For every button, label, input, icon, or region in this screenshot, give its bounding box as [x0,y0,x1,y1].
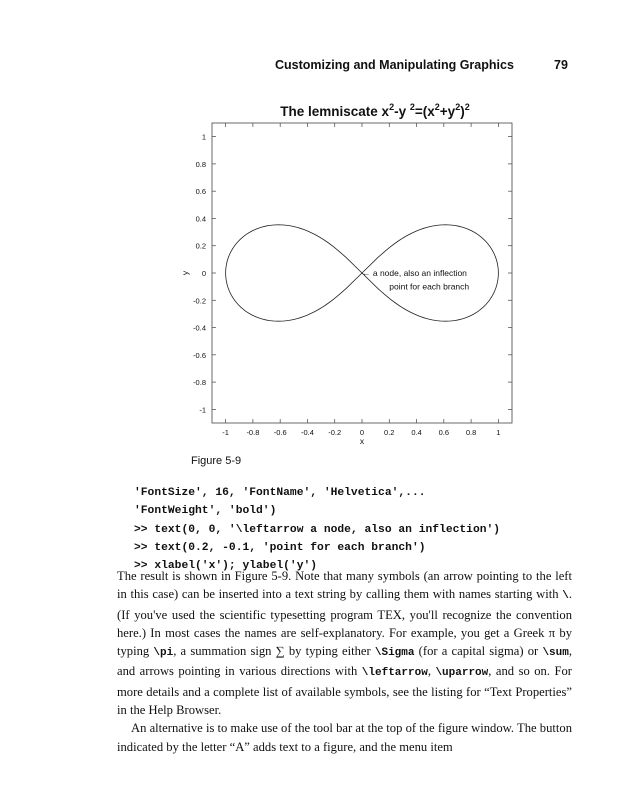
x-tick-label: -0.8 [246,428,260,437]
inline-code: \leftarrow [361,667,428,680]
y-tick-label: -0.4 [193,323,206,333]
chart-title [280,102,469,119]
x-tick-label: 0 [359,428,365,437]
title-part: ) [460,104,465,119]
code-block [134,484,500,575]
title-sup: 2 [434,102,440,112]
code-line: 'FontWeight', 'bold') [134,505,277,518]
code-line: >> xlabel('x'); ylabel('y') [134,560,318,573]
inline-code: \pi [153,647,174,660]
figure-caption: Figure 5-9 [191,455,242,467]
x-tick-label: -0.2 [328,428,342,437]
text-run: , a summation sign ∑ by typing either [173,644,375,659]
inline-code: \uparrow [435,667,489,680]
axis-ticks [193,123,512,437]
code-line: >> text(0.2, -0.1, 'point for each branch') [134,541,426,554]
y-tick-label: -0.2 [193,296,206,306]
y-tick-label: 0.2 [195,241,206,251]
x-tick-label: -0.6 [273,428,287,437]
text-run: , you'll recognize the convention here.) In most cases the names are self-explanatory. For example, you get a Greek π by typing [117,607,572,659]
inline-code: \Sigma [374,647,415,660]
code-line: >> text(0, 0, '\leftarrow a node, also an inflection') [134,523,501,536]
y-tick-label: 0 [201,269,206,278]
text-run: The result is shown in Figure 5-9. Note that many symbols (an arrow pointing to the left in this case) can be inserted into a text string by calling them with names starting with [117,569,572,602]
text-run: , and arrows pointing in various directions with [117,644,572,679]
y-tick-label: 0.4 [195,214,206,224]
title-sup: 2 [389,102,395,112]
x-tick-label: 1 [496,428,501,437]
page-number: 79 [554,58,568,72]
text-run: , and so on. For more details and a complete list of available symbols, see the listing for “Text Properties” in the Help Browser. [117,664,572,718]
tex-logo: TEX [377,607,402,622]
x-tick-label: 0.8 [465,428,477,437]
title-sup: 2 [464,102,470,112]
header-title: Customizing and Manipulating Graphics [275,58,514,72]
title-sup: 2 [455,102,461,112]
y-tick-label: 0.8 [195,159,206,169]
inline-code: \sum [542,647,569,660]
x-tick-label: -0.4 [300,428,314,437]
annotation-branch: point for each branch [389,281,470,292]
x-axis-label: x [359,436,365,446]
paragraph: An alternative is to make use of the tool bar at the top of the figure window. The button indicated by the letter “A” adds text to a figure, and the menu item [117,721,572,754]
x-tick-label: 0.6 [438,428,450,437]
title-part: +y [439,104,456,119]
inline-code: \ [562,590,569,603]
y-axis-label: y [180,270,190,276]
y-tick-label: 0.6 [195,187,206,197]
y-tick-label: -1 [199,405,206,415]
x-tick-label: 0.2 [384,428,395,437]
text-run: . (If you've used the scientific typesetting program [117,587,572,622]
y-tick-label: -0.6 [193,350,206,360]
code-line: 'FontSize', 16, 'FontName', 'Helvetica',... [134,487,426,499]
title-part: =(x [414,104,435,119]
annotation-node: ← a node, also an inflection [362,268,467,278]
text-run: , [427,664,436,679]
y-tick-label: 1 [201,132,206,142]
title-sup: 2 [409,102,415,112]
x-tick-label: -1 [222,428,229,437]
body-text [117,567,572,756]
title-part: The lemniscate x [280,104,390,119]
text-run: (for a capital sigma) or [414,644,543,659]
y-tick-label: -0.8 [193,378,206,388]
x-tick-label: 0.4 [411,428,422,437]
paragraph [117,567,572,719]
title-part: -y [394,104,410,119]
lemniscate-chart [160,92,540,452]
